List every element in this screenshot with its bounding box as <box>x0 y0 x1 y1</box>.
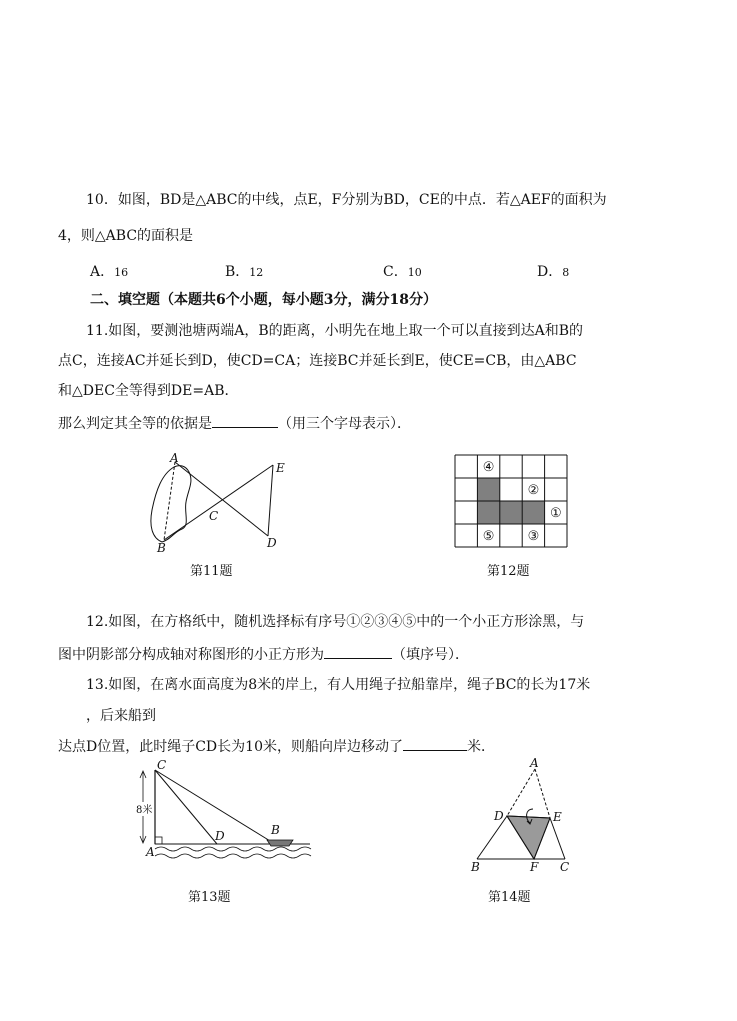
q13-line3 <box>58 737 495 757</box>
q13-line2: ，后来船到 <box>86 708 156 724</box>
label-d: D <box>215 829 225 843</box>
q11-line2: 点C，连接AC并延长到D，使CD=CA；连接BC并延长到E，使CE=CB，由△ABC <box>58 353 577 369</box>
right-angle-mark <box>155 837 162 844</box>
q11-prompt: 那么判定其全等的依据是 <box>58 416 212 432</box>
dashed-ae <box>535 769 550 818</box>
label-f: F <box>530 860 539 874</box>
label-c: C <box>209 509 219 523</box>
shaded-cell <box>522 501 544 524</box>
figure-13 <box>135 760 335 872</box>
q11-line1: 11.如图，要测池塘两端A，B的距离，小明先在地上取一个可以直接到达A和B的 <box>86 323 584 339</box>
option-label: B． <box>225 264 250 280</box>
q12-answer-blank[interactable] <box>324 646 392 659</box>
option-label: A． <box>90 264 115 280</box>
q12-line2 <box>58 645 469 665</box>
segment-ad <box>175 462 268 536</box>
q10-option-b <box>225 262 263 283</box>
q13-prompt: 达点D位置，此时绳子CD长为10米，则船向岸边移动了 <box>58 739 403 755</box>
label-a: A <box>146 845 155 859</box>
q13-line1: 13.如图，在离水面高度为8米的岸上，有人用绳子拉船靠岸，绳子BC的长为17米 <box>86 677 591 693</box>
q13-answer-blank[interactable] <box>403 738 467 751</box>
label-d: D <box>494 809 504 823</box>
rope-cd <box>155 770 217 844</box>
label-e: E <box>553 810 562 824</box>
label-b: B <box>271 823 280 837</box>
mark-3: ③ <box>527 529 540 544</box>
mark-4: ④ <box>482 460 495 475</box>
q12-prompt: 图中阴影部分构成轴对称图形的小正方形为 <box>58 647 324 663</box>
q10-option-d <box>537 262 569 283</box>
pond-shape <box>151 466 191 542</box>
mark-5: ⑤ <box>482 529 495 544</box>
height-label: 8米 <box>136 805 153 816</box>
label-b: B <box>471 860 480 874</box>
segment-be <box>164 465 273 540</box>
label-c: C <box>560 860 570 874</box>
label-e: E <box>276 461 285 475</box>
side-ce <box>550 818 565 859</box>
q11-hint: （用三个字母表示）． <box>278 416 411 432</box>
waves <box>155 847 311 858</box>
grid-lines <box>455 455 567 547</box>
q14-caption: 第14题 <box>488 890 531 905</box>
shaded-cell <box>500 501 522 524</box>
q10-line1: 10．如图，BD是△ABC的中线，点E，F分别为BD，CE的中点．若△AEF的面积为 <box>86 192 607 208</box>
option-value: 16 <box>114 266 129 279</box>
label-a: A <box>170 451 179 465</box>
shaded-cell <box>477 501 499 524</box>
mark-2: ② <box>527 483 540 498</box>
q13-unit: 米． <box>466 739 495 755</box>
q11-line4 <box>58 414 411 434</box>
figure-12-grid <box>455 455 567 547</box>
q10-option-c <box>383 262 422 283</box>
option-value: 12 <box>249 266 264 279</box>
q10-line2: 4，则△ABC的面积是 <box>58 228 194 244</box>
label-a: A <box>530 756 539 770</box>
q13-caption: 第13题 <box>188 890 231 905</box>
option-label: D． <box>537 264 563 280</box>
label-c: C <box>157 758 167 772</box>
q10-option-a <box>90 262 128 283</box>
figure-11 <box>140 451 290 555</box>
option-value: 10 <box>407 266 422 279</box>
q12-hint: （填序号）． <box>392 647 469 663</box>
q12-line1: 12.如图，在方格纸中，随机选择标有序号①②③④⑤中的一个小正方形涂黑，与 <box>86 614 585 630</box>
section-heading: 二、填空题（本题共6个小题，每小题3分，满分18分） <box>90 292 437 308</box>
label-d: D <box>267 536 277 550</box>
q12-caption: 第12题 <box>487 564 530 579</box>
boat <box>267 840 293 846</box>
q11-answer-blank[interactable] <box>212 415 278 428</box>
q11-caption: 第11题 <box>190 564 233 579</box>
shaded-cell <box>477 478 499 501</box>
segment-de <box>268 465 273 536</box>
q11-line3: 和△DEC全等得到DE=AB． <box>58 383 239 399</box>
figure-14 <box>467 757 577 872</box>
option-value: 8 <box>562 266 570 279</box>
label-b: B <box>157 541 166 555</box>
option-label: C． <box>383 264 408 280</box>
mark-1: ① <box>549 506 562 521</box>
segment-ab <box>164 462 175 540</box>
